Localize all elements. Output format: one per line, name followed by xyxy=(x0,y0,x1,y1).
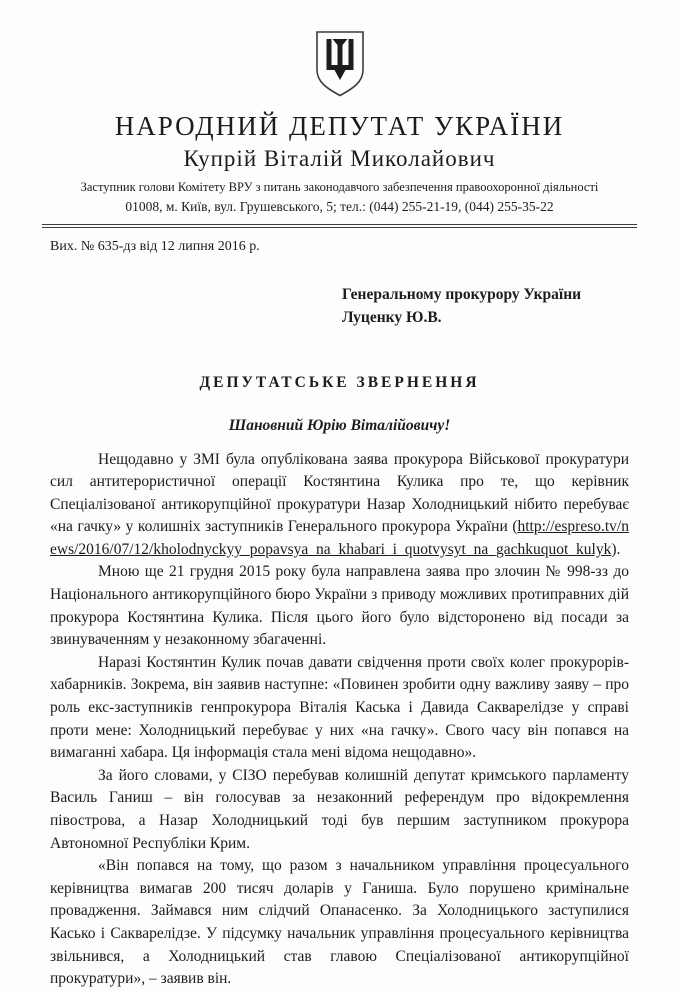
paragraph-1-closing: ). xyxy=(611,540,621,558)
outgoing-reference-number: Вих. № 635-дз від 12 липня 2016 р. xyxy=(50,239,260,254)
addressee-block xyxy=(342,283,629,330)
paragraph-2: Мною ще 21 грудня 2015 року була направлена заява про злочин № 998-зз до Національного антикорупційного бюро України з приводу можливих протиправних дій прокурора Костянтина Кулика. Після цього його було відсторонено від посади за звинуваченням у незаконному збагаченні. xyxy=(50,563,629,649)
letterhead-title: НАРОДНИЙ ДЕПУТАТ УКРАЇНИ xyxy=(114,111,565,141)
paragraph-1-text: Нещодавно у ЗМІ була опублікована заява прокурора Військової прокуратури сил антитерористичної операції Костянтина Кулика про те, що керівник Спеціалізованої антикорупційної прокуратури Назар Холодницький нібито перебуває «на гачку» у колишніх заступників Генерального прокурора України ( xyxy=(50,450,629,536)
letter-body xyxy=(50,449,629,991)
deputy-name: Купрій Віталій Миколайович xyxy=(183,146,496,171)
paragraph-1 xyxy=(50,449,629,562)
salutation-line: Шановний Юрію Віталійовичу! xyxy=(228,416,451,434)
letterhead-emblem xyxy=(42,30,637,103)
header-divider-rule xyxy=(42,224,637,228)
deputy-position: Заступник голови Комітету ВРУ з питань законодавчого забезпечення правоохоронної діяльності xyxy=(80,180,599,194)
paragraph-4: За його словами, у СІЗО перебував колишній депутат кримського парламенту Василь Ганиш – він голосував за незаконний референдум про відокремлення півострова, а Назар Холодницький тоді був першим заступником прокурора Автономної Республіки Крим. xyxy=(50,766,629,852)
addressee-name: Луценку Ю.В. xyxy=(342,309,442,327)
ukraine-trident-emblem-icon xyxy=(312,85,368,102)
document-title: ДЕПУТАТСЬКЕ ЗВЕРНЕННЯ xyxy=(199,373,480,391)
addressee-title: Генеральному прокурору України xyxy=(342,286,582,303)
letterhead-address: 01008, м. Київ, вул. Грушевського, 5; тел.: (044) 255-21-19, (044) 255-35-22 xyxy=(125,199,554,214)
paragraph-5: «Він попався на тому, що разом з начальником управління процесуального керівництва вимагав 200 тисяч доларів у Ганиша. Було порушено кримінальне провадження. Займався ним слідчий Опанасенко. За Холодницького заступилися Касько і Сакварелідзе. У підсумку начальник управління процесуального керівництва звільнився, а Холодницький став главою Спеціалізованої антикорупційної прокуратури», – заявив він. xyxy=(50,857,629,988)
paragraph-3: Наразі Костянтин Кулик почав давати свідчення проти своїх колег прокурорів-хабарників. Зокрема, він заявив наступне: «Повинен зробити одну важливу заяву – про роль екс-заступників генпрокурора Віталія Каська і Давида Сакварелідзе у справі проти мене: Холодницький перебуває у них «на гачку». Свого часу він попався на вимаганні хабара. Ця інформація стала мені відома нещодавно». xyxy=(50,653,629,762)
article-link[interactable]: http://espreso.tv/news/2016/07/12/kholodnyckyy_popavsya_na_khabari_i_quotvysyt_na_gachkuquot_kulyk xyxy=(50,518,629,558)
